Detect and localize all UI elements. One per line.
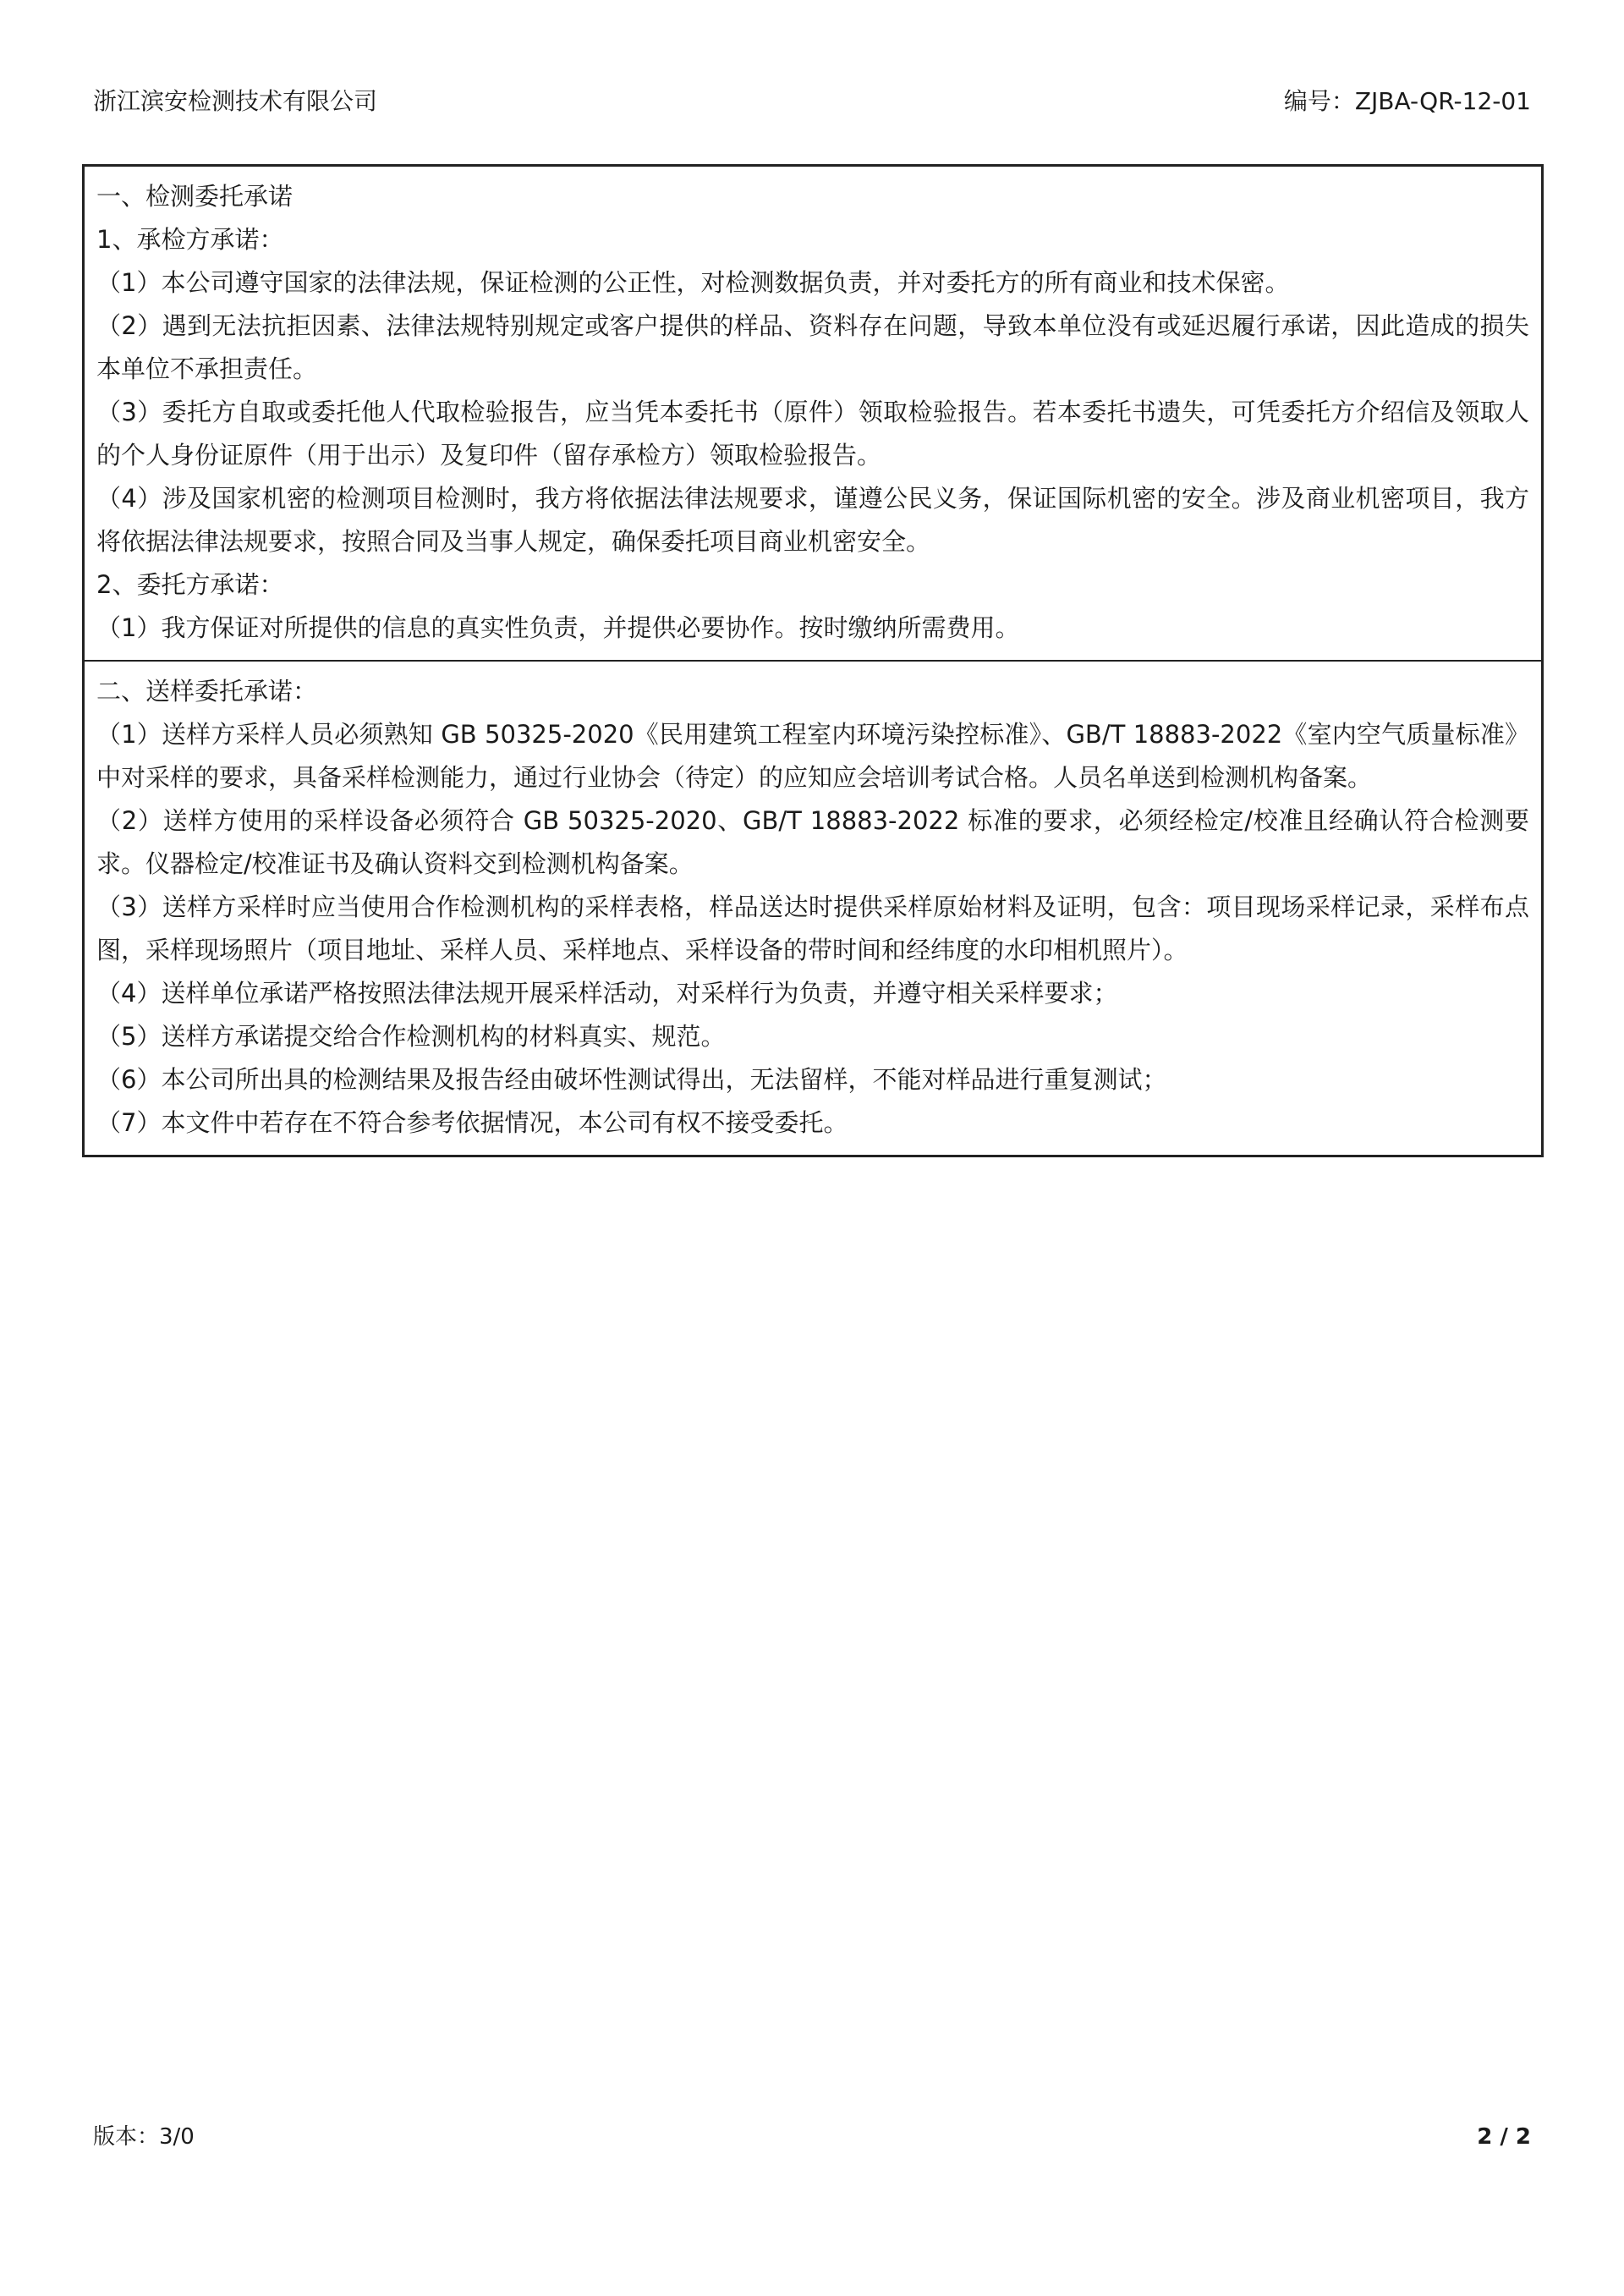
inspection-commitment-section xyxy=(85,167,1541,660)
subsection-title: 1、承检方承诺： xyxy=(96,225,284,254)
commitment-item: （3）送样方采样时应当使用合作检测机构的采样表格，样品送达时提供采样原始材料及证明，包含：项目现场采样记录，采样布点图，采样现场照片（项目地址、采样人员、采样地点、采样设备的带时间和经纬度的水印相机照片）。 xyxy=(96,893,1529,964)
page-number: 2 / 2 xyxy=(1477,2124,1531,2150)
sample-delivery-commitment-section xyxy=(85,660,1541,1155)
version-label: 版本：3/0 xyxy=(93,2124,195,2150)
commitment-item: （1）我方保证对所提供的信息的真实性负责，并提供必要协作。按时缴纳所需费用。 xyxy=(96,613,1020,642)
section-title: 一、检测委托承诺 xyxy=(96,182,294,211)
section-title: 二、送样委托承诺： xyxy=(96,677,318,706)
subsection-title: 2、委托方承诺： xyxy=(96,570,284,599)
commitment-item: （3）委托方自取或委托他人代取检验报告，应当凭本委托书（原件）领取检验报告。若本委托书遗失，可凭委托方介绍信及领取人的个人身份证原件（用于出示）及复印件（留存承检方）领取检验报告。 xyxy=(96,398,1529,470)
commitment-item: （7）本文件中若存在不符合参考依据情况，本公司有权不接受委托。 xyxy=(96,1108,848,1137)
commitment-item: （6）本公司所出具的检测结果及报告经由破坏性测试得出，无法留样，不能对样品进行重复测试； xyxy=(96,1065,1167,1094)
company-name: 浙江滨安检测技术有限公司 xyxy=(93,87,378,115)
page-header xyxy=(93,85,1531,118)
page-footer xyxy=(93,2120,1531,2154)
commitment-item: （4）送样单位承诺严格按照法律法规开展采样活动，对采样行为负责，并遵守相关采样要求； xyxy=(96,979,1118,1008)
commitment-item: （4）涉及国家机密的检测项目检测时，我方将依据法律法规要求，谨遵公民义务，保证国际机密的安全。涉及商业机密项目，我方将依据法律法规要求，按照合同及当事人规定，确保委托项目商业机密安全。 xyxy=(96,484,1529,556)
commitment-item: （2）送样方使用的采样设备必须符合 GB 50325-2020、GB/T 18883-2022 标准的要求，必须经检定/校准且经确认符合检测要求。仪器检定/校准证书及确认资料交到检测机构备案。 xyxy=(96,806,1529,878)
commitment-item: （5）送样方承诺提交给合作检测机构的材料真实、规范。 xyxy=(96,1022,726,1051)
commitment-item: （1）本公司遵守国家的法律法规，保证检测的公正性，对检测数据负责，并对委托方的所有商业和技术保密。 xyxy=(96,268,1290,297)
commitment-table xyxy=(82,164,1544,1157)
commitment-item: （1）送样方采样人员必须熟知 GB 50325-2020《民用建筑工程室内环境污染控标准》、GB/T 18883-2022《室内空气质量标准》中对采样的要求，具备采样检测能力，通过行业协会（待定）的应知应会培训考试合格。人员名单送到检测机构备案。 xyxy=(96,720,1529,792)
commitment-item: （2）遇到无法抗拒因素、法律法规特别规定或客户提供的样品、资料存在问题，导致本单位没有或延迟履行承诺，因此造成的损失本单位不承担责任。 xyxy=(96,311,1529,383)
document-number: 编号：ZJBA-QR-12-01 xyxy=(1283,87,1531,115)
